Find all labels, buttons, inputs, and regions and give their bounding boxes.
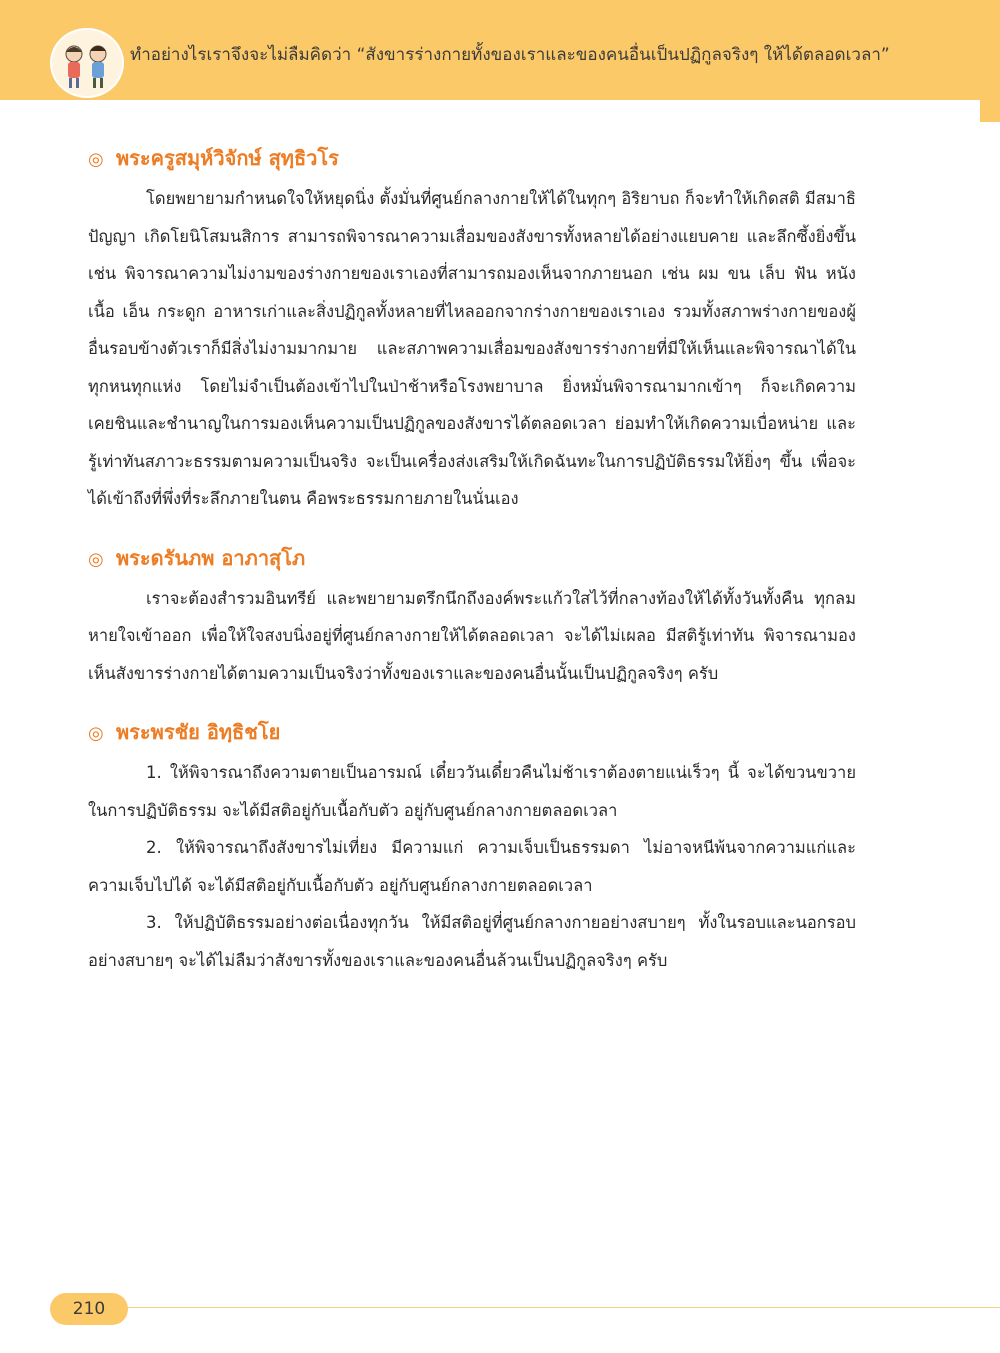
- bullet-icon: ◎: [88, 723, 104, 744]
- section-1: [88, 140, 856, 518]
- paragraph: เราจะต้องสำรวมอินทรีย์ และพยายามตรึกนึกถึงองค์พระแก้วใสไว้ที่กลางท้องให้ได้ทั้งวันทั้งคืน ทุกลมหายใจเข้าออก เพื่อให้ใจสงบนิ่งอยู่ที่ศูนย์กลางกายให้ได้ตลอดเวลา จะได้ไม่เผลอ มีสติรู้เท่าทัน พิจารณามองเห็นสังขารร่างกายได้ตามความเป็นจริงว่าทั้งของเราและของคนอื่นนั้นเป็นปฏิกูลจริงๆ ครับ: [88, 588, 856, 683]
- section-2: [88, 540, 856, 693]
- paragraph: 2. ให้พิจารณาถึงสังขารไม่เที่ยง มีความแก่ ความเจ็บเป็นธรรมดา ไม่อาจหนีพ้นจากความแก่และความเจ็บไปได้ จะได้มีสติอยู่กับเนื้อกับตัว อยู่กับศูนย์กลางกายตลอดเวลา: [88, 838, 856, 895]
- cartoon-children-icon: [50, 28, 124, 98]
- paragraph: โดยพยายามกำหนดใจให้หยุดนิ่ง ตั้งมั่นที่ศูนย์กลางกายให้ได้ในทุกๆ อิริยาบถ ก็จะทำให้เกิดสติ มีสมาธิ ปัญญา เกิดโยนิโสมนสิการ สามารถพิจารณาความเสื่อมของสังขารทั้งหลายได้อย่างแยบคาย และลึกซึ้งยิ่งขึ้น เช่น พิจารณาความไม่งามของร่างกายของเราเองที่สามารถมองเห็นจากภายนอก เช่น ผม ขน เล็บ ฟัน หนัง เนื้อ เอ็น กระดูก อาหารเก่าและสิ่งปฏิกูลทั้งหลายที่ไหลออกจากร่างกายของเราเอง รวมทั้งสภาพร่างกายของผู้อื่นรอบข้างตัวเราก็มีสิ่งไม่งามมากมาย และสภาพความเสื่อมของสังขารร่างกายที่มีให้เห็นและพิจารณาได้ในทุกหนทุกแห่ง โดยไม่จำเป็นต้องเข้าไปในป่าช้าหรือโรงพยาบาล ยิ่งหมั่นพิจารณามากเข้าๆ ก็จะเกิดความเคยชินและชำนาญในการมองเห็นความเป็นปฏิกูลของสังขารได้ตลอดเวลา ย่อมทำให้เกิดความเบื่อหน่าย และรู้เท่าทันสภาวะธรรมตามความเป็นจริง จะเป็นเครื่องส่งเสริมให้เกิดฉันทะในการปฏิบัติธรรมให้ยิ่งๆ ขึ้น เพื่อจะได้เข้าถึงที่พึ่งที่ระลึกภายในตน คือพระธรรมกายภายในนั่นเอง: [88, 189, 856, 508]
- bullet-icon: ◎: [88, 149, 104, 170]
- section-3: [88, 714, 856, 979]
- section-heading-text: พระพรชัย อิทฺธิชโย: [116, 720, 281, 744]
- section-heading: [88, 140, 856, 178]
- footer-divider: [125, 1307, 1000, 1308]
- paragraph: 1. ให้พิจารณาถึงความตายเป็นอารมณ์ เดี๋ยววันเดี๋ยวคืนไม่ช้าเราต้องตายแน่เร็วๆ นี้ จะได้ขวนขวายในการปฏิบัติธรรม จะได้มีสติอยู่กับเนื้อกับตัว อยู่กับศูนย์กลางกายตลอดเวลา: [88, 763, 856, 820]
- bullet-icon: ◎: [88, 548, 104, 570]
- section-heading: [88, 540, 856, 578]
- header-title: ทำอย่างไรเราจึงจะไม่ลืมคิดว่า “สังขารร่างกายทั้งของเราและของคนอื่นเป็นปฏิกูลจริงๆ ให้ได้ตลอดเวลา”: [130, 45, 890, 65]
- section-heading-text: พระดรันภพ อาภาสุโภ: [116, 545, 306, 570]
- section-heading: [88, 714, 856, 752]
- page-number: 210: [50, 1293, 128, 1325]
- main-content: [88, 140, 856, 1001]
- header-tab: [980, 100, 1000, 122]
- paragraph: 3. ให้ปฏิบัติธรรมอย่างต่อเนื่องทุกวัน ให้มีสติอยู่ที่ศูนย์กลางกายอย่างสบายๆ ทั้งในรอบและนอกรอบอย่างสบายๆ จะได้ไม่ลืมว่าสังขารทั้งของเราและของคนอื่นล้วนเป็นปฏิกูลจริงๆ ครับ: [88, 913, 856, 970]
- section-heading-text: พระครูสมุห์วิจักษ์ สุทฺธิวโร: [116, 146, 339, 170]
